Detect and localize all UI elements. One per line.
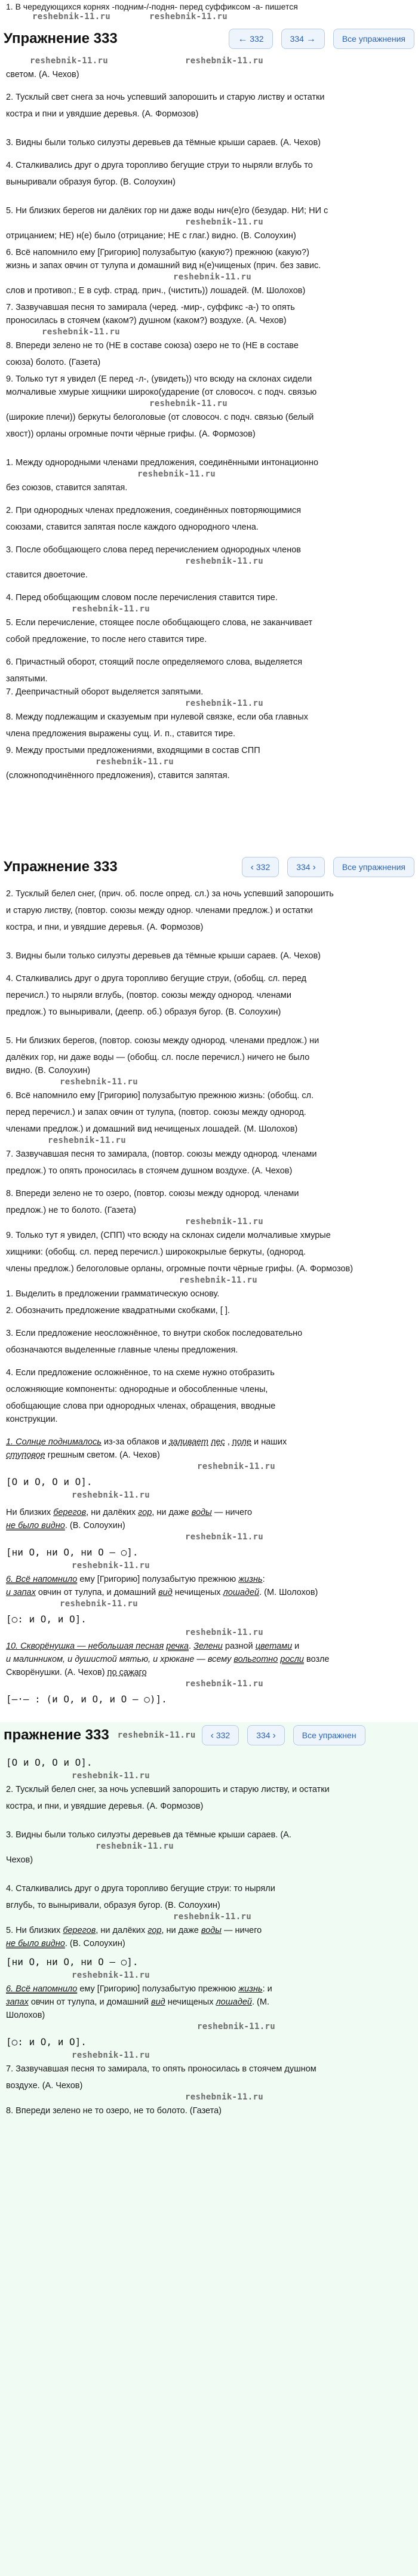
- nav-buttons: [229, 29, 414, 49]
- watermark: reshebnik-11.ru: [185, 1532, 263, 1542]
- prev-exercise-button[interactable]: [202, 1725, 239, 1745]
- rule-line: собой предложение, то после него ставится тире.: [6, 635, 207, 644]
- sentence-scheme: [О и О, О и О].: [6, 1757, 93, 1768]
- watermark: reshebnik-11.ru: [32, 12, 110, 21]
- text-line: 5. Ни близких берегов, (повтор. союзы между однород. членами предлож.) ни: [6, 1036, 319, 1046]
- watermark: reshebnik-11.ru: [137, 469, 216, 479]
- watermark: reshebnik-11.ru: [96, 1842, 174, 1851]
- arrow-left-icon: ‹: [250, 862, 254, 872]
- text-line: 3. Видны были только силуэты деревьев да тёмные крыши сараев. (А. Чехов): [6, 138, 321, 147]
- rule-line: 9. Между простыми предложениями, входящими в состав СПП: [6, 746, 260, 755]
- rule-line: запятыми.: [6, 674, 48, 684]
- text-line: 2. Тусклый белел снег, (прич. об. после опред. сл.) за ночь успевший запорошить: [6, 889, 334, 899]
- sentence-scheme: [О и О, О и О].: [6, 1476, 93, 1487]
- text-line: 4. Сталкивались друг о друга торопливо бегущие струи, (обобщ. сл. перед: [6, 974, 307, 983]
- text-line: 3. Видны были только силуэты деревьев да тёмные крыши сараев. (А.: [6, 1830, 291, 1840]
- text-line: далёких гор, ни даже воды — (обобщ. сл. после перечисл.) ничего не было: [6, 1053, 310, 1062]
- text-line: хвост)) орланы огромные почти чёрные грифы. (А. Формозов): [6, 429, 256, 439]
- watermark: reshebnik-11.ru: [72, 1561, 150, 1570]
- text-line: 3. Видны были только силуэты деревьев да тёмные крыши сараев. (А. Чехов): [6, 951, 321, 961]
- rule-line: 3. Если предложение неосложнённое, то внутри скобок последовательно: [6, 1329, 303, 1338]
- watermark: reshebnik-11.ru: [185, 1217, 263, 1226]
- sentence-scheme: [○: и О, и О].: [6, 1613, 87, 1625]
- watermark: reshebnik-11.ru: [173, 272, 251, 282]
- watermark: reshebnik-11.ru: [185, 2092, 263, 2102]
- rule-line: 8. Между подлежащим и сказуемым при нулевой связке, если оба главных: [6, 712, 308, 722]
- rule-line: 4. Если предложение осложнённое, то на схеме нужно отобразить: [6, 1368, 275, 1378]
- text-line: предлож.) не то болото. (Газета): [6, 1206, 137, 1215]
- prev-exercise-button[interactable]: [229, 29, 272, 49]
- text-line: костра, и пни, и увядшие деревья. (А. Формозов): [6, 923, 204, 932]
- sentence-scheme: [ни О, ни О, ни О — ○].: [6, 1956, 139, 1968]
- all-exercises-button[interactable]: Все упражнения: [333, 29, 414, 49]
- rule-line: 2. При однородных членах предложения, соединённых повторяющимися: [6, 506, 302, 515]
- rule-line: 6. Причастный оборот, стоящий после определяемого слова, выделяется: [6, 657, 303, 667]
- watermark: reshebnik-11.ru: [185, 699, 263, 708]
- text-line: жизнь и запах овчин от тулупа и домашний вид н(е)чищеных (прич. без завис.: [6, 261, 321, 270]
- text-line: 7. Зазвучавшая песня то замирала, то опять проносилась в стоячем душном: [6, 2064, 316, 2074]
- parsed-sentence-5: 5. Ни близких берегов, ни далёких гор, ни даже воды — ничего: [6, 1926, 262, 1935]
- watermark: reshebnik-11.ru: [197, 1462, 275, 1471]
- text-line: выныривали образуя бугор. (В. Солоухин): [6, 177, 176, 187]
- text-line: союза) болото. (Газета): [6, 358, 101, 367]
- watermark: reshebnik-11.ru: [185, 557, 263, 566]
- text-line: членами предлож.) и домашний вид нечищеных лошадей. (М. Шолохов): [6, 1124, 298, 1134]
- parsed-sentence-6: 6. Всё напомнило ему [Григорию] полузабытую прежнюю жизнь: и: [6, 1984, 272, 1994]
- parsed-sentence-1: 1. Солнце поднималось из-за облаков и заливает лес , поле и наших: [6, 1437, 287, 1447]
- watermark: reshebnik-11.ru: [185, 1679, 263, 1689]
- answer-text: [0, 54, 418, 782]
- text-line: 2. Тусклый свет снега за ночь успевший запорошить и старую листву и остатки: [6, 93, 325, 102]
- watermark: reshebnik-11.ru: [72, 1971, 150, 1980]
- screenshot-part-1: [0, 0, 418, 849]
- watermark: reshebnik-11.ru: [149, 399, 228, 408]
- next-exercise-button[interactable]: [247, 1725, 285, 1745]
- rule-line: 2. Обозначить предложение квадратными скобками, [ ].: [6, 1306, 230, 1315]
- text-line: 8. Впереди зелено не то (НЕ в составе союза) озеро не то (НЕ в составе: [6, 341, 299, 351]
- watermark: reshebnik-11.ru: [185, 217, 263, 227]
- nav-buttons: [202, 1725, 365, 1745]
- prev-exercise-button[interactable]: [242, 857, 279, 877]
- arrow-right-icon: ›: [312, 862, 316, 872]
- watermark: reshebnik-11.ru: [117, 1730, 196, 1740]
- text-line: проносилась в стоячем (каком?) душном (каком?) воздухе. (А. Чехов): [6, 316, 287, 325]
- text-line: молчаливые хмурые хищники широко(ударение (от словосоч. с подч. связью: [6, 388, 317, 397]
- text-line: 8. Впереди зелено не то озеро, не то болото. (Газета): [6, 2106, 222, 2116]
- watermark: reshebnik-11.ru: [72, 1771, 150, 1781]
- next-exercise-button[interactable]: [287, 857, 325, 877]
- text-line: 6. Всё напомнило ему [Григорию] полузабытую (какую?) прежнюю (какую?): [6, 248, 309, 257]
- rule-line: осложняющие компоненты: однородные и обособленные члены,: [6, 1385, 268, 1394]
- text-line: костра и пни и увядшие деревья. (А. Формозов): [6, 109, 199, 119]
- text-line: отрицанием; НЕ) н(е) было (отрицание; НЕ с глаг.) видно. (В. Солоухин): [6, 231, 296, 241]
- watermark: reshebnik-11.ru: [173, 1912, 251, 1922]
- exercise-nav: [0, 24, 418, 54]
- arrow-right-icon: ›: [272, 1730, 276, 1741]
- rule-line: 3. После обобщающего слова перед перечислением однородных членов: [6, 545, 301, 555]
- page-title: пражнение 333: [4, 1727, 109, 1743]
- text-line: (широкие плечи)) беркуты белоголовые (от словосоч. с подч. связью (белый: [6, 413, 314, 422]
- rule-line: 4. Перед обобщающим словом после перечисления ставится тире.: [6, 593, 278, 602]
- text-line: Чехов): [6, 1855, 33, 1865]
- text-line: предлож.) то опять проносилась в стоячем душном воздухе. (А. Чехов): [6, 1166, 293, 1176]
- next-exercise-button[interactable]: [281, 29, 325, 49]
- page-title: Упражнение 333: [4, 859, 118, 875]
- screenshot-part-2: [0, 849, 418, 1722]
- object-word: поле: [232, 1437, 252, 1447]
- answer-text: 2. Тусклый белел снег, (прич. об. после опред. сл.) за ночь успевший запорошить и старую листву, (повтор. союзы между однор. членами предлож.) и остатки костра, и пни, и увядшие деревья. (А. Формозов) 3. Видны были только силуэты деревьев да тёмные крыши сараев. (А. Чехов) 4. Сталкивались друг о друга торопливо бегущие струи, (обобщ. сл. перед перечисл.) то ныряли вглубь, (повтор. союзы между однород. членами предлож.) то выныривали, (деепр. об.) образуя бугор. (В. Солоухин) 5. Ни близких берегов, (повтор. союзы между однород. членами предлож.) ни далёких гор, ни даже воды — (обобщ. сл. после перечисл.) ничего не было видно. (В. Солоухин) reshebnik-11.ru 6. Всё напомнило ему [Григорию] полузабытую прежнюю жизнь: (обобщ. сл. перед перечисл.) и запах овчин от тулупа, (повтор. союзы между однород. членами предлож.) и домашний вид нечищеных лошадей. (М. Шолохов) reshebnik-11.ru 7. Зазвучавшая песня то замирала, (повтор. союзы между однород. членами предлож.) то опять проносилась в стоячем душном воздухе. (А. Чехов) 8. Впереди зелено не то озеро, (повтор. союзы между однород. членами предлож.) не то болото. (Газета) reshebnik-11.ru 9. Только тут я увидел, (СПП) что всюду на склонах сидели молчаливые хмурые хищники: (обобщ. сл. перед перечисл.) ширококрылые беркуты, (однород. члены предлож.) белоголовые орланы, огромные почти чёрные грифы. (А. Формозов) reshebnik-11.ru 1. Выделить в предложении грамматическую основу. 2. Обозначить предложение квадратными скобками, [ ]. 3. Если предложение неосложнённое, то внутри скобок последовательно обозначаются выделенные главные члены предложения. 4. Если предложение осложнённое, то на схеме нужно отобразить осложняющие компоненты: однородные и обособленные члены, обобщающие слова при однородных членах, обращения, вводные конструкции. 1. Солнце поднималось из-за облаков и заливает лес , поле и наших ступовое грешным светом. (А. Чехов) reshebnik-11.ru [О и О, О и О]. reshebnik-11.ru Ни близких берегов, ни далёких гор, ни даже воды — ничего не было видно. (В. Солоухин) reshebnik-11.ru [ни О, ни О, ни О — ○]. reshebnik-11.ru 6. Всё напомнило ему [Григорию] полузабытую прежнюю жизнь: и запах овчин от тулупа, и домашний вид нечищеных лошадей. (М. Шолохов) reshebnik-11.ru [○: и О, и О]. reshebnik-11.ru 10. Скворёнушка — небольшая песная речка. Зелени разной цветами и и малинником, и душистой мятью, и хрюкане — всему вольготно росли возле Скворёнушки. (А. Чехов) по сажаго reshebnik-11.ru [—·— : (и О, и О, и О — ○)].: [0, 885, 418, 1708]
- watermark: reshebnik-11.ru: [72, 604, 150, 614]
- next-exercise-label: 334: [296, 862, 311, 872]
- arrow-left-icon: ←: [238, 34, 248, 44]
- nav-buttons: [242, 857, 414, 877]
- parsed-sentence-10: 10. Скворёнушка — небольшая песная речка. Зелени разной цветами и: [6, 1641, 300, 1651]
- rule-line: ставится двоеточие.: [6, 570, 88, 580]
- rule-line: члена предложения выражены сущ. И. п., ставится тире.: [6, 729, 236, 739]
- rule-line: союзами, ставится запятая после каждого однородного члена.: [6, 522, 259, 532]
- watermark: reshebnik-11.ru: [30, 56, 108, 66]
- sentence-scheme: [—·— : (и О, и О, и О — ○)].: [6, 1693, 167, 1705]
- rule-line: 1. Выделить в предложении грамматическую основу.: [6, 1289, 220, 1299]
- rule-line: (сложноподчинённого предложения), ставится запятая.: [6, 771, 230, 780]
- watermark: reshebnik-11.ru: [179, 1275, 257, 1285]
- watermark: reshebnik-11.ru: [42, 327, 120, 337]
- watermark: reshebnik-11.ru: [48, 1136, 126, 1145]
- page-title: Упражнение 333: [4, 30, 118, 47]
- prev-exercise-label: 332: [216, 1730, 230, 1740]
- arrow-right-icon: →: [306, 34, 316, 44]
- predicate-word: заливает: [168, 1437, 208, 1447]
- text-line: 9. Только тут я увидел, (СПП) что всюду на склонах сидели молчаливые хмурые: [6, 1231, 331, 1240]
- watermark: reshebnik-11.ru: [185, 1628, 263, 1637]
- arrow-left-icon: ‹: [210, 1730, 214, 1741]
- watermark: reshebnik-11.ru: [149, 12, 228, 21]
- parsed-sentence-6: 6. Всё напомнило ему [Григорию] полузабытую прежнюю жизнь:: [6, 1575, 265, 1584]
- text-line: воздухе. (А. Чехов): [6, 2081, 83, 2091]
- text-line: хищники: (обобщ. сл. перед перечисл.) ширококрылые беркуты, (однород.: [6, 1247, 306, 1257]
- rule-line: конструкции.: [6, 1415, 58, 1424]
- text-line: костра, и пни, и увядшие деревья. (А. Формозов): [6, 1802, 204, 1811]
- text-line: 6. Всё напомнило ему [Григорию] полузабытую прежнюю жизнь: (обобщ. сл.: [6, 1091, 314, 1101]
- text-line: Шолохов): [6, 2011, 45, 2020]
- text-line: 7. Зазвучавшая песня то замирала (черед. -мир-, суффикс -а-) то опять: [6, 303, 295, 312]
- text-line: члены предлож.) белоголовые орланы, огромные почти чёрные грифы. (А. Формозов): [6, 1264, 354, 1274]
- subject-predicate: 1. Солнце поднималось: [6, 1437, 102, 1447]
- prev-exercise-label: 332: [256, 862, 271, 872]
- text-line: 5. Ни близких берегов ни далёких гор ни даже воды нич(е)го (безудар. НИ; НИ с: [6, 206, 328, 216]
- answer-text: [О и О, О и О]. reshebnik-11.ru 2. Тусклый белел снег, за ночь успевший запорошить и старую листву, и остатки костра, и пни, и увядшие деревья. (А. Формозов) 3. Видны были только силуэты деревьев да тёмные крыши сараев. (А. reshebnik-11.ru Чехов) 4. Сталкивались друг о друга торопливо бегущие струи: то ныряли вглубь, то выныривали, образуя бугор. (В. Солоухин) reshebnik-11.ru 5. Ни близких берегов, ни далёких гор, ни даже воды — ничего не было видно. (В. Солоухин) [ни О, ни О, ни О — ○]. reshebnik-11.ru 6. Всё напомнило ему [Григорию] полузабытую прежнюю жизнь: и запах овчин от тулупа, и домашний вид нечищеных лошадей. (М. Шолохов) reshebnik-11.ru [○: и О, и О]. reshebnik-11.ru 7. Зазвучавшая песня то замирала, то опять проносилась в стоячем душном воздухе. (А. Чехов) reshebnik-11.ru 8. Впереди зелено не то озеро, не то болото. (Газета): [0, 1748, 418, 2117]
- watermark: reshebnik-11.ru: [72, 2051, 150, 2060]
- watermark: reshebnik-11.ru: [60, 1599, 138, 1609]
- watermark: reshebnik-11.ru: [185, 56, 263, 66]
- text-line: слов и противоп.; Е в суф. страд. прич., (чистить)) лошадей. (М. Шолохов): [6, 286, 306, 296]
- exercise-nav: [0, 849, 418, 885]
- parsed-sentence-5: Ни близких берегов, ни далёких гор, ни даже воды — ничего: [6, 1508, 253, 1517]
- text-line: 9. Только тут я увидел (Е перед -л-, (увидеть)) что всюду на склонах сидели: [6, 374, 312, 384]
- text-line: перед перечисл.) и запах овчин от тулупа, (повтор. союзы между однород.: [6, 1108, 306, 1117]
- next-exercise-label: 334: [290, 34, 304, 44]
- text-line: 7. Зазвучавшая песня то замирала, (повтор. союзы между однород. членами: [6, 1149, 317, 1159]
- text-line: предлож.) то выныривали, (деепр. об.) образуя бугор. (В. Солоухин): [6, 1007, 281, 1017]
- text-line: видно. (В. Солоухин): [6, 1066, 91, 1075]
- cut-top-line: 1. В чередующихся корнях -подним-/-подня- перед суффиксом -а- пишется: [6, 2, 298, 11]
- text-line: вглубь, то выныривали, образуя бугор. (В. Солоухин): [6, 1901, 220, 1910]
- rule-line: 7. Деепричастный оборот выделяется запятыми.: [6, 687, 204, 697]
- watermark: reshebnik-11.ru: [60, 1077, 138, 1087]
- watermark: reshebnik-11.ru: [72, 1490, 150, 1500]
- rule-line: 1. Между однородными членами предложения, соединёнными интонационно: [6, 458, 319, 468]
- watermark: reshebnik-11.ru: [197, 2022, 275, 2031]
- rule-line: обозначаются выделенные главные члены предложения.: [6, 1345, 238, 1355]
- screenshot-part-3: [0, 1722, 418, 2576]
- sentence-scheme: [ни О, ни О, ни О — ○].: [6, 1547, 139, 1558]
- object-word: ступовое: [6, 1450, 45, 1460]
- rule-line: 5. Если перечисление, стоящее после обобщающего слова, не заканчивает: [6, 618, 313, 628]
- next-exercise-label: 334: [256, 1730, 271, 1740]
- text-line: 4. Сталкивались друг о друга торопливо бегущие струи то ныряли вглубь то: [6, 161, 313, 170]
- rule-line: обобщающие слова при однородных членах, обращения, вводные: [6, 1401, 276, 1411]
- text-line: 2. Тусклый белел снег, за ночь успевший запорошить и старую листву, и остатки: [6, 1785, 330, 1794]
- text-line: и старую листву, (повтор. союзы между однор. членами предлож.) и остатки: [6, 906, 313, 915]
- exercise-nav: [0, 1722, 418, 1748]
- sentence-scheme: [○: и О, и О].: [6, 2036, 87, 2048]
- watermark: reshebnik-11.ru: [96, 757, 174, 767]
- text-line: 8. Впереди зелено не то озеро, (повтор. союзы между однород. членами: [6, 1189, 299, 1198]
- text-line: перечисл.) то ныряли вглубь, (повтор. союзы между однород. членами: [6, 991, 291, 1000]
- all-exercises-button[interactable]: Все упражнен: [293, 1725, 365, 1745]
- text-line: светом. (А. Чехов): [6, 70, 79, 79]
- object-word: лес: [211, 1437, 225, 1447]
- all-exercises-button[interactable]: Все упражнения: [333, 857, 414, 877]
- prev-exercise-label: 332: [250, 34, 264, 44]
- rule-line: без союзов, ставится запятая.: [6, 483, 128, 493]
- text-line: 4. Сталкивались друг о друга торопливо бегущие струи: то ныряли: [6, 1884, 275, 1893]
